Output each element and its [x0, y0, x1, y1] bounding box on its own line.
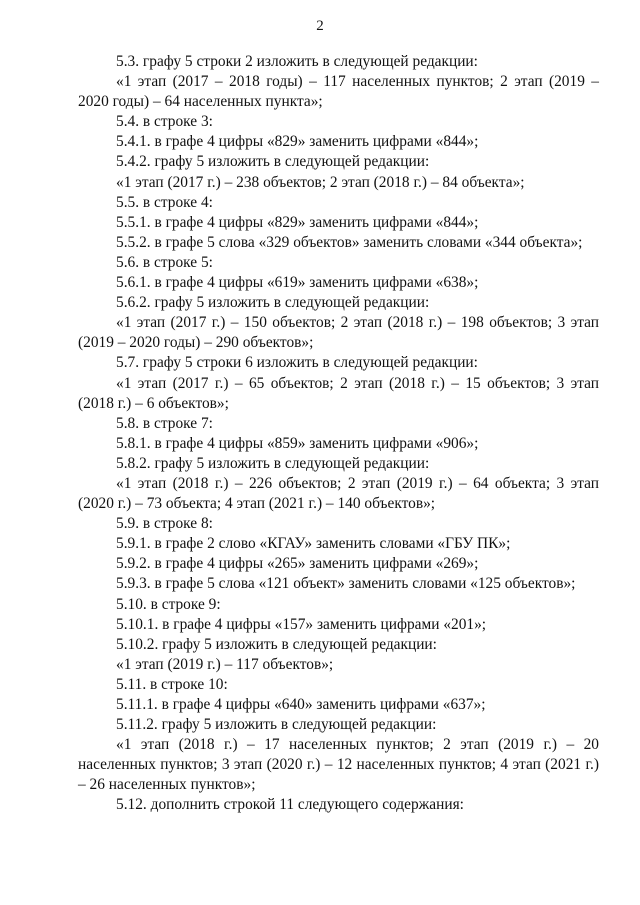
- paragraph: 5.5.2. в графе 5 слова «329 объектов» заменить словами «344 объекта»;: [116, 233, 583, 251]
- paragraph: «1 этап (2019 г.) – 117 объектов»;: [116, 655, 334, 673]
- paragraph: 5.6. в строке 5:: [116, 253, 213, 271]
- document-body: [78, 52, 599, 816]
- paragraph: 5.6.1. в графе 4 цифры «619» заменить цифрами «638»;: [116, 274, 479, 292]
- paragraph: 5.11.1. в графе 4 цифры «640» заменить цифрами «637»;: [116, 696, 486, 713]
- paragraph: 5.9.3. в графе 5 слова «121 объект» заменить словами «125 объектов»;: [116, 575, 576, 593]
- paragraph: 5.6.2. графу 5 изложить в следующей редакции:: [116, 294, 430, 312]
- paragraph: 5.7. графу 5 строки 6 изложить в следующей редакции:: [116, 354, 478, 372]
- paragraph: «1 этап (2017 г.) – 150 объектов; 2 этап (2018 г.) – 198 объектов; 3 этап (2019 – 2020 годы) – 290 объектов»;: [78, 314, 599, 352]
- paragraph: «1 этап (2017 г.) – 238 объектов; 2 этап (2018 г.) – 84 объекта»;: [116, 173, 525, 191]
- paragraph: «1 этап (2017 – 2018 годы) – 117 населенных пунктов; 2 этап (2019 – 2020 годы) – 64 населенных пункта»;: [78, 73, 599, 111]
- paragraph: 5.4.1. в графе 4 цифры «829» заменить цифрами «844»;: [116, 133, 479, 151]
- paragraph: 5.5.1. в графе 4 цифры «829» заменить цифрами «844»;: [116, 213, 479, 231]
- paragraph: «1 этап (2018 г.) – 226 объектов; 2 этап (2019 г.) – 64 объекта; 3 этап (2020 г.) – 73 объекта; 4 этап (2021 г.) – 140 объектов»;: [78, 474, 599, 513]
- paragraph: 5.4.2. графу 5 изложить в следующей редакции:: [116, 153, 430, 171]
- paragraph: 5.5. в строке 4:: [116, 193, 213, 211]
- paragraph: 5.11. в строке 10:: [116, 675, 228, 693]
- paragraph: 5.8.1. в графе 4 цифры «859» заменить цифрами «906»;: [116, 434, 479, 452]
- paragraph: 5.4. в строке 3:: [116, 113, 213, 131]
- paragraph: «1 этап (2018 г.) – 17 населенных пунктов; 2 этап (2019 г.) – 20 населенных пунктов; 3 этап (2020 г.) – 12 населенных пунктов; 4 этап (2021 г.) – 26 населенных пунктов»;: [78, 736, 599, 794]
- paragraph: 5.3. графу 5 строки 2 изложить в следующей редакции:: [116, 53, 478, 70]
- paragraph: «1 этап (2017 г.) – 65 объектов; 2 этап (2018 г.) – 15 объектов; 3 этап (2018 г.) – 6 объектов»;: [78, 374, 599, 412]
- paragraph: 5.11.2. графу 5 изложить в следующей редакции:: [116, 716, 437, 734]
- page-number: 2: [316, 18, 324, 34]
- paragraph: 5.10.2. графу 5 изложить в следующей редакции:: [116, 635, 437, 653]
- paragraph: 5.8.2. графу 5 изложить в следующей редакции:: [116, 454, 430, 472]
- paragraph: 5.9. в строке 8:: [116, 515, 213, 533]
- paragraph: 5.12. дополнить строкой 11 следующего содержания:: [116, 796, 464, 814]
- paragraph: 5.10.1. в графе 4 цифры «157» заменить цифрами «201»;: [116, 615, 487, 633]
- paragraph: 5.9.2. в графе 4 цифры «265» заменить цифрами «269»;: [116, 555, 479, 573]
- paragraph: 5.8. в строке 7:: [116, 414, 213, 432]
- paragraph: 5.10. в строке 9:: [116, 595, 221, 613]
- paragraph: 5.9.1. в графе 2 слово «КГАУ» заменить словами «ГБУ ПК»;: [116, 535, 511, 553]
